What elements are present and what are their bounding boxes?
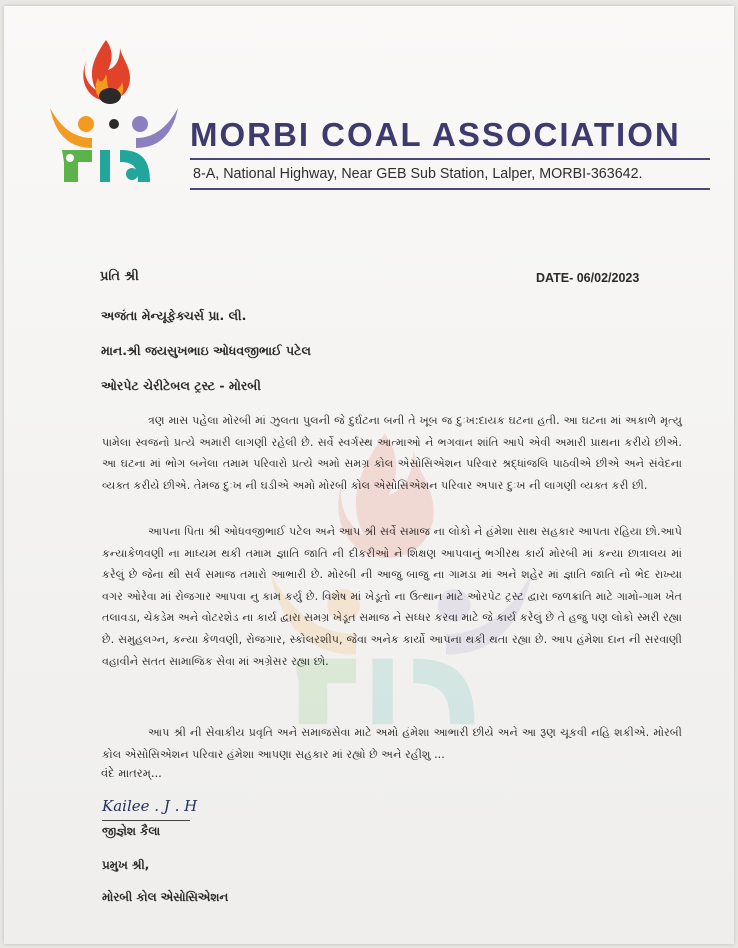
handwritten-signature: Kailee . J . H [102,797,198,815]
signer-name: જીજ્ઞેશ કૈલા [102,824,161,838]
letter-date: DATE- 06/02/2023 [536,271,640,285]
body-paragraph-condolence: ત્રણ માસ પહેલા મોરબી માં ઝુલતા પુલની જે દુર્ઘટના બની તે ખૂબ જ દુઃખ:દાયક ઘટના હતી. આ ઘટના માં અકાળે મૃત્યુ પામેલા સ્વજનો પ્રત્યે અમારી લાગણી રહેલી છે. સર્વે સ્વર્ગસ્થ આત્માઓ ને ભગવાન શાંતિ આપે એવી અમારી પ્રાથના કરીયે છીએ. આ ઘટના માં ભોગ બનેલા તમામ પરિવારો પ્રત્યે અમો સમગ્ર કોલ એસોસિએશન પરિવાર શ્રદ્ધાંજલિ પાઠવીએ છીએ અને સંવેદના વ્યક્ત કરીયે છીએ. તેમજ દુઃખ ની ઘડીએ અમો મોરબી કોલ એસોસિએશન પરિવાર અપાર દુઃખ ની લાગણી વ્યક્ત કરી છી. [102,414,682,492]
letter-page [4,6,734,944]
salutation: પ્રતિ શ્રી [100,269,139,284]
organization-name: MORBI COAL ASSOCIATION [190,116,681,153]
coal-association-logo [48,38,180,188]
recipient-company: અજંતા મેન્યૂફેક્ચર્સ પ્રા. લી. [101,308,247,323]
coal-lump [99,88,121,104]
signer-organization: મોરબી કોલ એસોસિએશન [102,890,229,904]
organization-address: 8-A, National Highway, Near GEB Sub Station, Lalper, MORBI-363642. [193,166,643,182]
closing-greeting: વંદે માતરમ્... [101,766,162,780]
body-paragraph-appreciation: આપના પિતા શ્રી ઓધવજીભાઈ પટેલ અને આપ શ્રી સર્વે સમાજ ના લોકો ને હંમેશા સાથ સહકાર આપતા રહિયા છો.આપે કન્યાકેળવણી ના માધ્યમ થકી તમામ જ્ઞાતિ જાતિ ની દીકરીઓ ને શિક્ષણ આપવાનું ભગીરથ કાર્ય મોરબી માં કન્યા છાત્રાલય માં કરેલું છે જેના થી સર્વ સમાજ તમારો આભારી છે. મોરબી ની આજુ બાજુ ના ગામડા માં અને શહેર માં જ્ઞાતિ જાતિ નો ભેદ રાખ્યા વગર ઓરેવા માં રોજગાર આપવા નુ કામ કર્યુ છે. વિશેષ માં ખેડૂતો ના ઉત્થાન માટે ઓરપેટ ટ્રસ્ટ દ્વારા જળક્રાંતિ માટે ગામો-ગામ ખેત તલાવડા, ચેકડેમ અને વોટરશેડ ના કાર્ય દ્વારા સમગ્ર ખેડૂત સમાજ ને સધ્ધર કરવા માટે જે કાર્ય કરેલું છે તે હજુ પણ લોકો સ્મરી રહ્યા છે. સમુહલગ્ન, કન્યા કેળવણી, રોજગાર, સ્કોલરશીપ, જેવા અનેક કાર્યો આપના થકી થતા રહ્યા છે. આપ હંમેશા દાન ની સરવાણી વહાવીને સતત સામાજિક સેવા માં અગ્રેસર રહ્યા છો. [102,525,682,668]
recipient-trust: ઓરપેટ ચેરીટેબલ ટ્રસ્ટ - મોરબી [101,378,261,393]
recipient-person: માન.શ્રી જયસુખભાઇ ઓધવજીભાઈ પટેલ [101,343,311,358]
header-rule-top [190,158,710,160]
signature-underline [102,820,190,821]
signer-title: પ્રમુખ શ્રી, [102,858,150,872]
body-paragraph-gratitude: આપ શ્રી ની સેવાકીય પ્રવૃતિ અને સમાજસેવા માટે અમો હંમેશા આભારી છીયે અને આ રૂણ ચૂકવી નહિ શકીએ. મોરબી કોલ એસોસિએશન પરિવાર હંમેશા આપણા સહકાર માં રહ્યો છે અને રહીશુ ... [102,726,682,761]
header-rule-bottom [190,188,710,190]
